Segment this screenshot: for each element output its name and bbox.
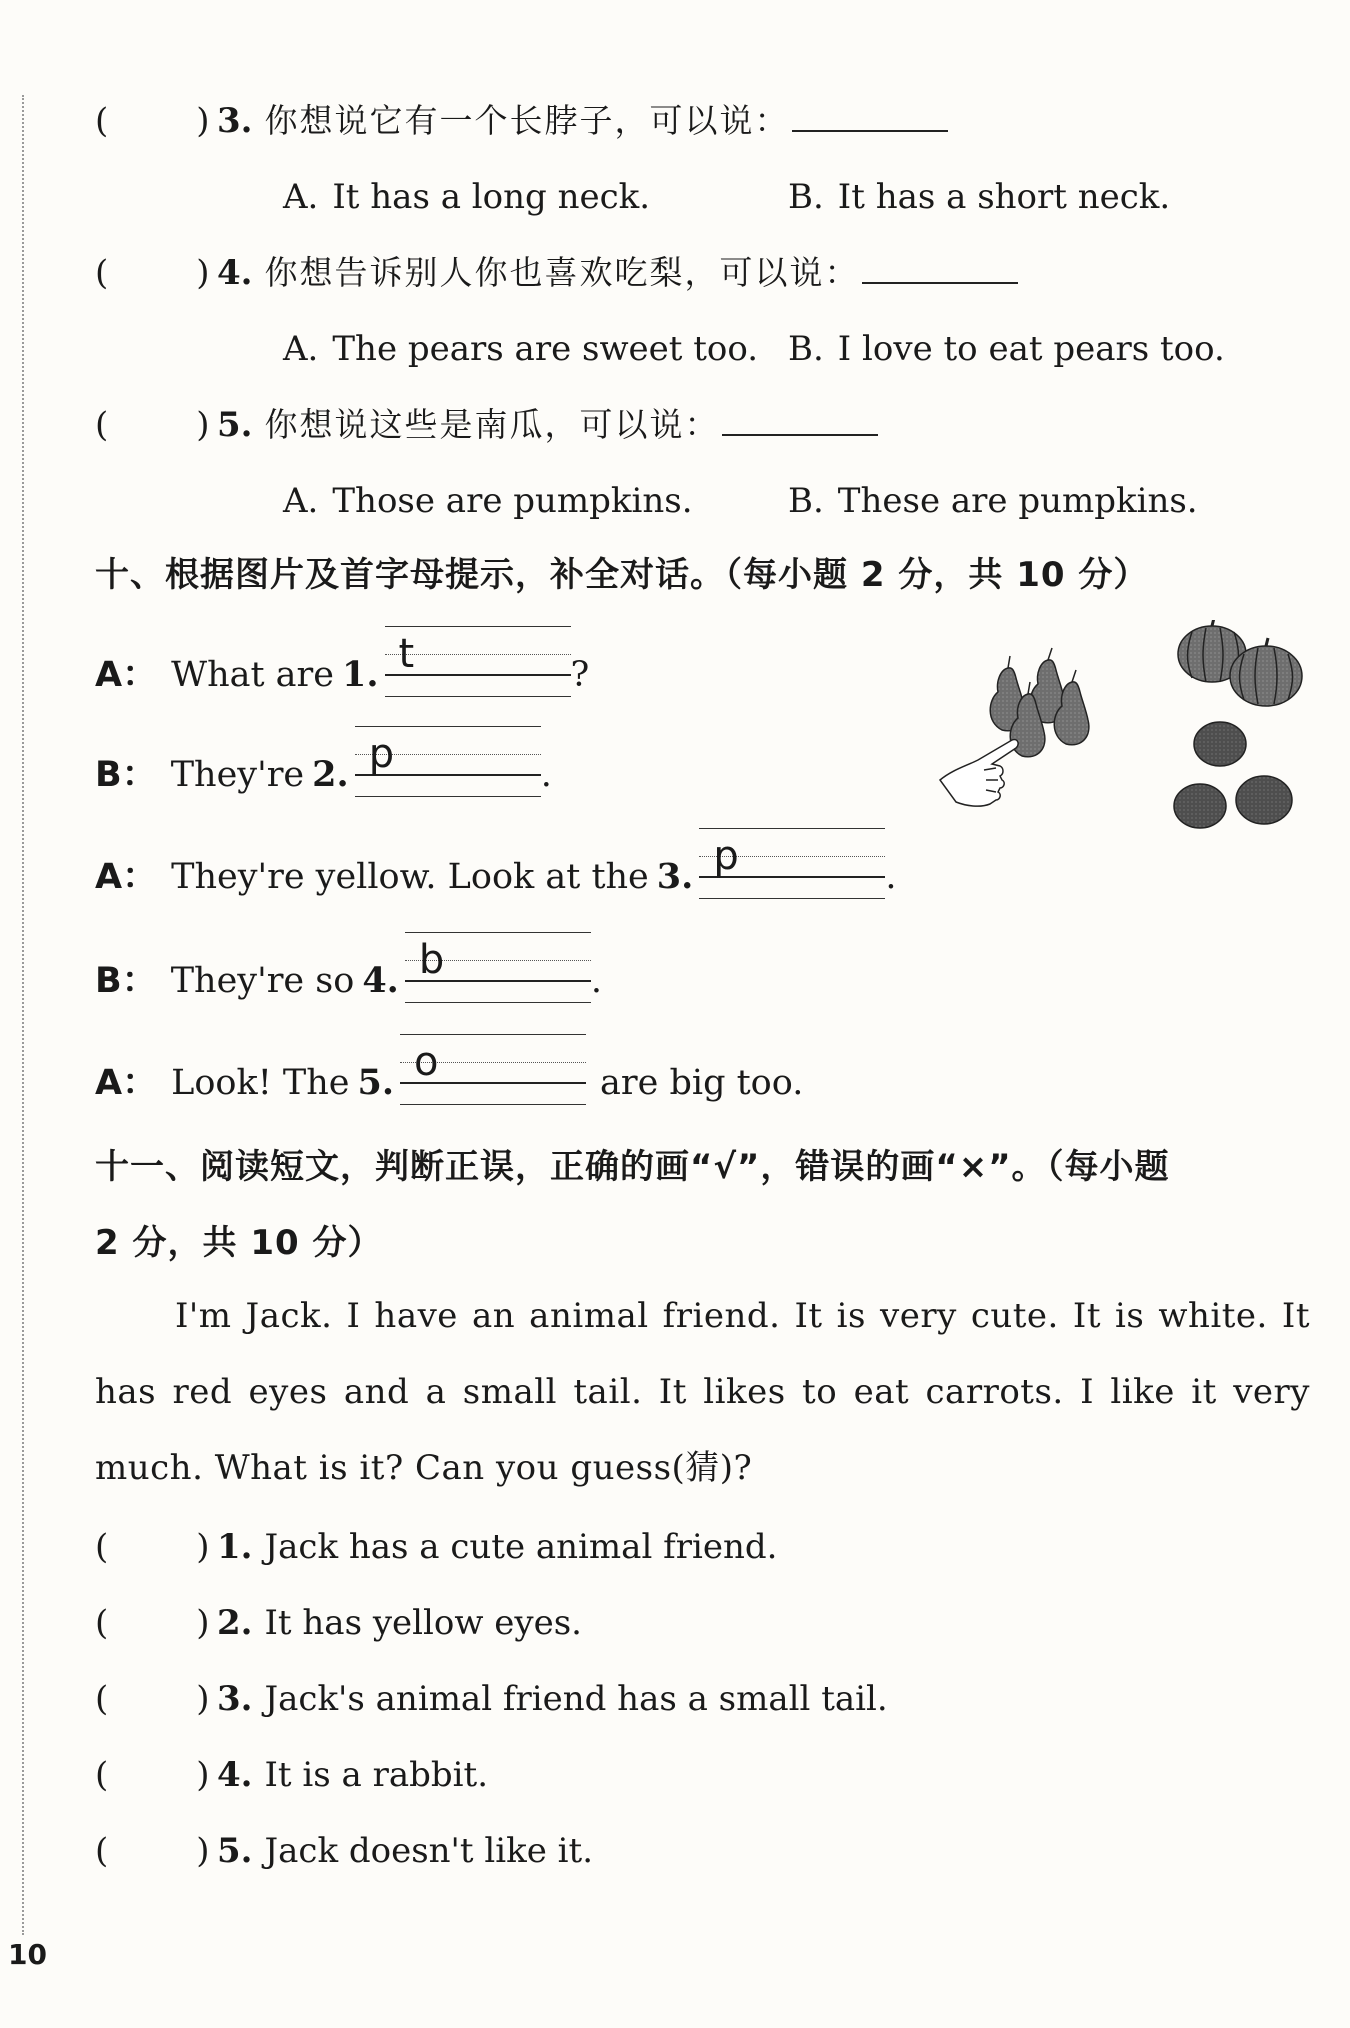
dialogue-line-2: B： They're 2. p . (95, 748, 552, 793)
writing-lines-5[interactable]: o (400, 1056, 586, 1100)
answer-paren[interactable]: ( ) (95, 1527, 210, 1567)
answer-paren[interactable]: ( ) (95, 1831, 210, 1871)
writing-lines-4[interactable]: b (405, 954, 591, 998)
writing-lines-1[interactable]: t (385, 648, 571, 692)
option-b[interactable]: B. It has a short neck. (788, 177, 1171, 217)
option-b[interactable]: B. These are pumpkins. (788, 481, 1198, 521)
section-11-heading-cont: 2 分，共 10 分） (95, 1223, 383, 1263)
tf-item-1: ( ) 1. Jack has a cute animal friend. (95, 1527, 778, 1567)
reading-passage: I'm Jack. I have an animal friend. It is very cute. It is white. It has red eyes and a small tail. It likes to eat carrots. I like it very much. What is it? Can you guess(猜)? (95, 1296, 1310, 1488)
question-number: 4. (217, 253, 253, 293)
margin-dotted-line (22, 95, 24, 1935)
tf-item-4: ( ) 4. It is a rabbit. (95, 1755, 489, 1795)
answer-paren-4[interactable]: ( ) (95, 253, 210, 293)
orange-icon (1174, 722, 1292, 828)
question-number: 5. (217, 405, 253, 445)
fruit-illustration (930, 620, 1310, 835)
pear-icon (990, 648, 1089, 757)
question-prompt: 你想说它有一个长脖子，可以说： (264, 101, 790, 140)
question-prompt: 你想说这些是南瓜，可以说： (264, 405, 720, 444)
question-number: 3. (217, 101, 253, 141)
dialogue-line-5: A： Look! The 5. o are big too. (95, 1056, 803, 1101)
answer-paren-5[interactable]: ( ) (95, 405, 210, 445)
option-a[interactable]: A. The pears are sweet too. (283, 329, 759, 369)
writing-lines-2[interactable]: p (355, 748, 541, 792)
option-a[interactable]: A. It has a long neck. (283, 177, 651, 217)
answer-blank[interactable] (722, 414, 878, 436)
choice-question-3 (95, 101, 948, 141)
answer-paren[interactable]: ( ) (95, 1755, 210, 1795)
answer-paren[interactable]: ( ) (95, 1679, 210, 1719)
answer-blank[interactable] (862, 262, 1018, 284)
page-number: 10 (8, 1938, 47, 1971)
section-11-heading: 十一、阅读短文，判断正误，正确的画“√”，错误的画“×”。（每小题 (95, 1147, 1170, 1187)
writing-lines-3[interactable]: p (699, 850, 885, 894)
answer-paren[interactable]: ( ) (95, 1603, 210, 1643)
tf-item-2: ( ) 2. It has yellow eyes. (95, 1603, 582, 1643)
choice-question-5 (95, 405, 878, 445)
dialogue-line-1: A： What are 1. t ? (95, 648, 589, 693)
answer-paren-3[interactable]: ( ) (95, 101, 210, 141)
answer-blank[interactable] (792, 110, 948, 132)
tf-item-5: ( ) 5. Jack doesn't like it. (95, 1831, 593, 1871)
option-b[interactable]: B. I love to eat pears too. (788, 329, 1225, 369)
pumpkin-icon (1178, 620, 1302, 706)
choice-question-4 (95, 253, 1018, 293)
option-a[interactable]: A. Those are pumpkins. (283, 481, 693, 521)
dialogue-line-3: A： They're yellow. Look at the 3. p . (95, 850, 896, 895)
dialogue-line-4: B： They're so 4. b . (95, 954, 602, 999)
pointing-hand-icon (940, 740, 1018, 807)
section-10-heading: 十、根据图片及首字母提示，补全对话。（每小题 2 分，共 10 分） (95, 555, 1149, 595)
question-prompt: 你想告诉别人你也喜欢吃梨，可以说： (264, 253, 860, 292)
tf-item-3: ( ) 3. Jack's animal friend has a small tail. (95, 1679, 888, 1719)
